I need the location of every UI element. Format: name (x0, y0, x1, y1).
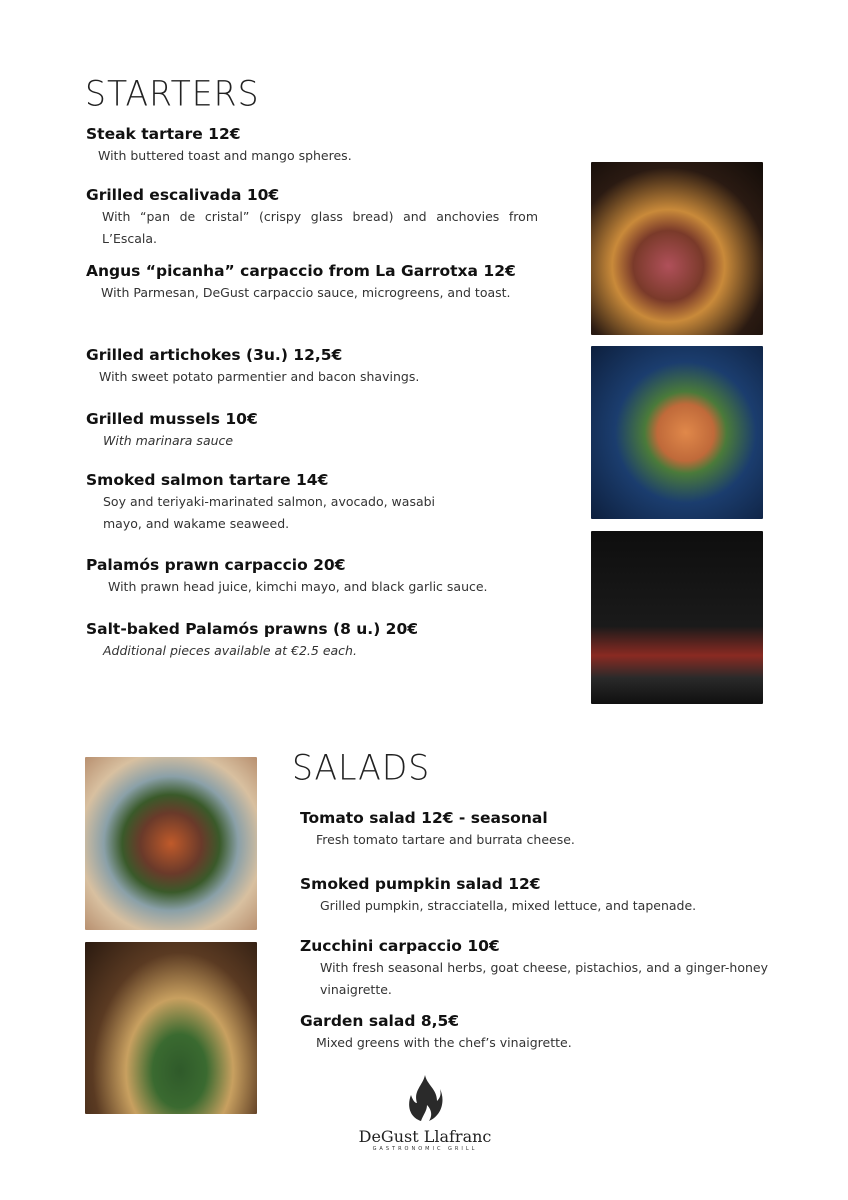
item-desc: With Parmesan, DeGust carpaccio sauce, microgreens, and toast. (101, 285, 511, 300)
steak-tartare-photo (591, 162, 763, 335)
pumpkin-salad-photo (85, 757, 257, 930)
item-name: Angus “picanha” carpaccio from La Garrotxa 12€ (86, 262, 516, 280)
item-name: Tomato salad 12€ - seasonal (300, 809, 548, 827)
starters-heading: STARTERS (85, 73, 260, 114)
item-desc: With marinara sauce (103, 433, 234, 448)
item-desc: With prawn head juice, kimchi mayo, and black garlic sauce. (108, 579, 488, 594)
item-name: Steak tartare 12€ (86, 125, 241, 143)
item-desc: Fresh tomato tartare and burrata cheese. (316, 832, 575, 847)
menu-item (300, 809, 575, 851)
flame-icon (407, 1075, 443, 1121)
item-desc: With fresh seasonal herbs, goat cheese, pistachios, and a ginger-honey vinaigrette. (320, 960, 768, 997)
salmon-tartare-photo (591, 346, 763, 519)
menu-item (300, 1012, 572, 1054)
item-name: Smoked salmon tartare 14€ (86, 471, 329, 489)
item-name: Salt-baked Palamós prawns (8 u.) 20€ (86, 620, 419, 638)
item-name: Grilled mussels 10€ (86, 410, 258, 428)
item-desc: Soy and teriyaki-marinated salmon, avocado, wasabi mayo, and wakame seaweed. (103, 494, 436, 531)
menu-item (300, 937, 768, 1001)
item-name: Zucchini carpaccio 10€ (300, 937, 500, 955)
menu-item (86, 556, 488, 598)
menu-item (86, 262, 546, 304)
item-desc: With buttered toast and mango spheres. (98, 148, 352, 163)
item-name: Grilled artichokes (3u.) 12,5€ (86, 346, 343, 364)
item-desc: Additional pieces available at €2.5 each. (103, 643, 357, 658)
menu-item (86, 346, 419, 388)
item-desc: Grilled pumpkin, stracciatella, mixed lettuce, and tapenade. (320, 898, 697, 913)
menu-item (86, 186, 538, 250)
item-desc: Mixed greens with the chef’s vinaigrette. (316, 1035, 572, 1050)
item-desc: With sweet potato parmentier and bacon shavings. (99, 369, 420, 384)
menu-item (86, 125, 352, 167)
prawns-photo (591, 531, 763, 704)
menu-item (86, 410, 258, 452)
item-name: Palamós prawn carpaccio 20€ (86, 556, 346, 574)
item-name: Garden salad 8,5€ (300, 1012, 460, 1030)
item-name: Grilled escalivada 10€ (86, 186, 280, 204)
item-name: Smoked pumpkin salad 12€ (300, 875, 541, 893)
menu-item (300, 875, 696, 917)
logo-name: DeGust Llafranc (358, 1127, 492, 1146)
salads-heading: SALADS (292, 747, 431, 788)
menu-item (86, 620, 418, 662)
logo-tagline: GASTRONOMIC GRILL (372, 1146, 478, 1152)
zucchini-carpaccio-photo (85, 942, 257, 1114)
menu-item (86, 471, 466, 535)
restaurant-logo (355, 1075, 495, 1152)
item-desc: With “pan de cristal” (crispy glass bread) and anchovies from L’Escala. (102, 209, 538, 246)
